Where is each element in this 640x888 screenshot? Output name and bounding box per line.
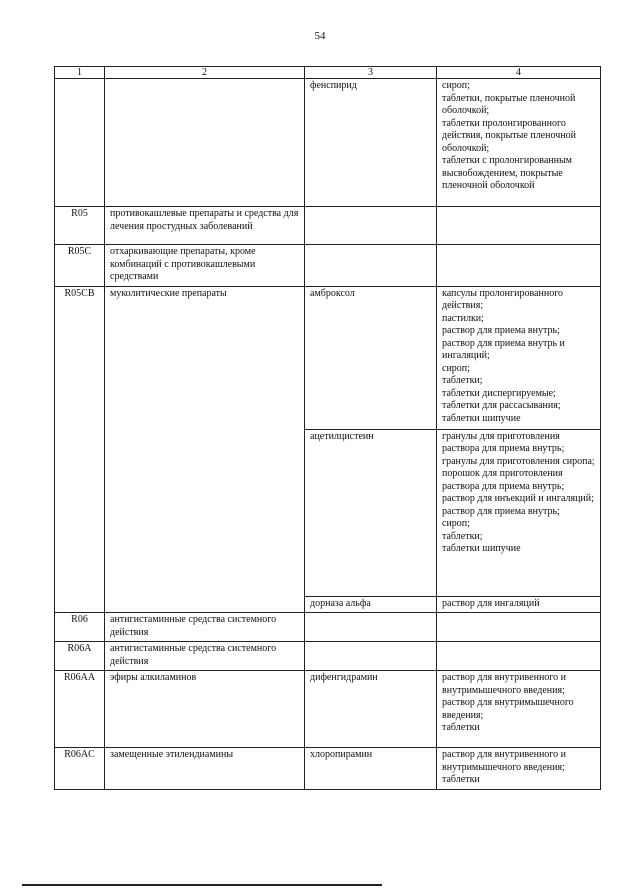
- group-cell: противокашлевые препараты и средства для лечения простудных заболеваний: [105, 207, 305, 245]
- page-number: 54: [314, 30, 326, 42]
- group-cell: эфиры алкиламинов: [105, 671, 305, 748]
- header-col-4: 4: [437, 67, 601, 79]
- atc-code-cell: [55, 79, 105, 207]
- drug-cell: фенспирид: [305, 79, 437, 207]
- dosage-forms-cell: [437, 245, 601, 287]
- group-cell: отхаркивающие препараты, кроме комбинаций с противокашлевыми средствами: [105, 245, 305, 287]
- drug-cell: ацетилцистеин: [305, 429, 437, 596]
- dosage-forms-cell: [437, 207, 601, 245]
- dosage-forms-cell: раствор для ингаляций: [437, 596, 601, 613]
- drug-table: [54, 66, 601, 790]
- group-cell: антигистаминные средства системного действия: [105, 642, 305, 671]
- header-col-3: 3: [305, 67, 437, 79]
- group-cell: замещенные этилендиамины: [105, 748, 305, 790]
- drug-cell: амброксол: [305, 286, 437, 429]
- atc-code-cell: R06AA: [55, 671, 105, 748]
- table-row: [55, 207, 601, 245]
- group-cell: антигистаминные средства системного действия: [105, 613, 305, 642]
- atc-code-cell: R06A: [55, 642, 105, 671]
- atc-code-cell: R06: [55, 613, 105, 642]
- dosage-forms-cell: сироп; таблетки, покрытые пленочной оболочкой; таблетки пролонгированного действия, покрытые пленочной оболочкой; таблетки с пролонгированным высвобождением, покрытые пленочной оболочкой: [437, 79, 601, 207]
- table-row: [55, 748, 601, 790]
- table-row: [55, 642, 601, 671]
- dosage-forms-cell: раствор для внутривенного и внутримышечного введения; раствор для внутримышечного введения; таблетки: [437, 671, 601, 748]
- table-header-row: [55, 67, 601, 79]
- drug-cell: [305, 207, 437, 245]
- atc-code-cell: R05CB: [55, 286, 105, 613]
- drug-cell: [305, 245, 437, 287]
- table-row: [55, 671, 601, 748]
- drug-cell: дифенгидрамин: [305, 671, 437, 748]
- group-cell: муколитические препараты: [105, 286, 305, 613]
- table-row: [55, 79, 601, 207]
- dosage-forms-cell: [437, 613, 601, 642]
- dosage-forms-cell: раствор для внутривенного и внутримышечного введения; таблетки: [437, 748, 601, 790]
- atc-code-cell: R05C: [55, 245, 105, 287]
- dosage-forms-cell: гранулы для приготовления раствора для приема внутрь; гранулы для приготовления сиропа; порошок для приготовления раствора для приема внутрь; раствор для инъекций и ингаляций; раствор для приема внутрь; сироп; таблетки; таблетки шипучие: [437, 429, 601, 596]
- drug-cell: [305, 642, 437, 671]
- drug-cell: дорназа альфа: [305, 596, 437, 613]
- header-col-2: 2: [105, 67, 305, 79]
- drug-cell: хлоропирамин: [305, 748, 437, 790]
- drug-cell: [305, 613, 437, 642]
- table-row: [55, 286, 601, 429]
- header-col-1: 1: [55, 67, 105, 79]
- footer-divider: [22, 884, 382, 886]
- atc-code-cell: R06AC: [55, 748, 105, 790]
- group-cell: [105, 79, 305, 207]
- table-row: [55, 245, 601, 287]
- table-row: [55, 613, 601, 642]
- atc-code-cell: R05: [55, 207, 105, 245]
- dosage-forms-cell: [437, 642, 601, 671]
- dosage-forms-cell: капсулы пролонгированного действия; пастилки; раствор для приема внутрь; раствор для приема внутрь и ингаляций; сироп; таблетки; таблетки диспергируемые; таблетки для рассасывания; таблетки шипучие: [437, 286, 601, 429]
